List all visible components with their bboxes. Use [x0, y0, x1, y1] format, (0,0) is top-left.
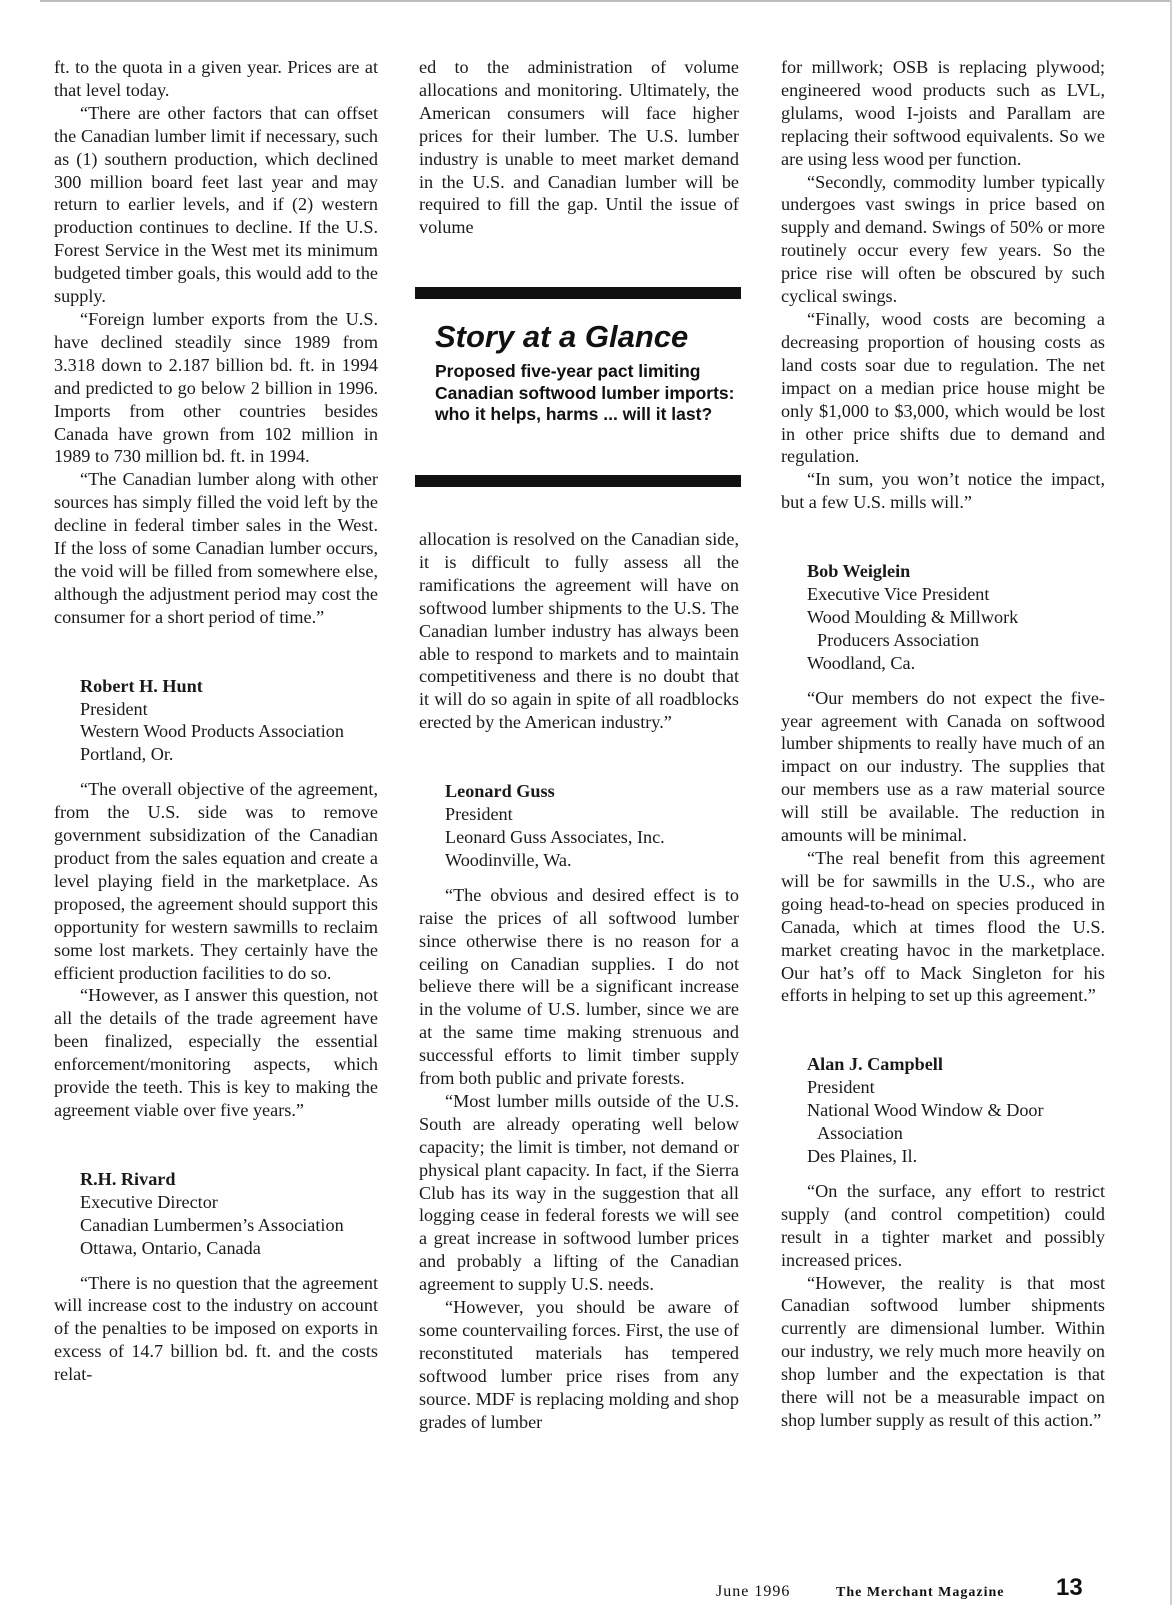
paragraph: allocation is resolved on the Canadian side, it is difficult to fully assess all the ramifications the agreement will have on softwood lumber shipments to the U.S. The Canadian lumber industry has always been able to respond to markets and to maintain competitiveness and there is no doubt that it will do so again in spite of all roadblocks erected by the American industry.” — [419, 529, 739, 733]
paragraph: “Secondly, commodity lumber typically undergoes vast swings in price based on supply and demand. Swings of 50% or more routinely occur every few years. So the price rise will often be obscured by such cyclical swings. — [781, 171, 1105, 307]
paragraph: ft. to the quota in a given year. Prices are at that level today. — [54, 57, 378, 100]
paragraph: “The overall objective of the agreement, from the U.S. side was to remove government subsidization of the Canadian product from the sales equation and create a level playing field in the marketplace. As proposed, the agreement should support this opportunity for western sawmills to reclaim some lost markets. They certainly have the efficient production facilities to do so. — [54, 779, 378, 983]
glance-top-bar — [415, 287, 741, 299]
column-1 — [54, 56, 378, 1386]
paragraph: “The real benefit from this agreement will be for sawmills in the U.S., who are going head-to-head on species produced in Canada, which at times flood the U.S. market creating havoc in the marketplace. Our hat’s off to Mack Singleton for his efforts in helping to set up this agreement.” — [781, 848, 1105, 1006]
author-name: Bob Weiglein — [807, 561, 911, 582]
paragraph: “On the surface, any effort to restrict supply (and control competition) could result in a tighter market and possibly increased prices. — [781, 1180, 1105, 1270]
author-title: Executive Director — [80, 1191, 218, 1212]
author-location: Des Plaines, Il. — [807, 1145, 918, 1166]
magazine-name: The Merchant Magazine — [836, 1585, 1005, 1600]
author-credit — [781, 560, 1105, 675]
paragraph: “The Canadian lumber along with other sources has simply filled the void left by the decline in federal timber sales in the West. If the loss of some Canadian lumber occurs, the void will be filled from somewhere else, although the adjustment period may cost the consumer for a short period of time.” — [54, 469, 378, 627]
author-title: Executive Vice President — [807, 584, 990, 605]
glance-title: Story at a Glance — [435, 319, 689, 354]
page-edge — [1170, 0, 1172, 1605]
page-footer — [716, 1574, 1156, 1605]
author-location: Ottawa, Ontario, Canada — [80, 1237, 261, 1258]
paragraph: “Most lumber mills outside of the U.S. South are already operating well below capacity; the limit is timber, not demand or physical plant capacity. In fact, if the Sierra Club has its way in the suggestion that all logging cease in federal forests we will see a great increase in softwood lumber prices and probably a lifting of the Canadian agreement to supply U.S. needs. — [419, 1090, 739, 1295]
paragraph: “The obvious and desired effect is to raise the prices of all softwood lumber since otherwise there is no reason for a ceiling on Canadian supplies. I do not believe there will be a significant increase in the volume of U.S. lumber, since we are at the same time making strenuous and successful efforts to limit timber supply from both public and private forests. — [419, 884, 739, 1089]
author-title: President — [807, 1077, 875, 1098]
paragraph: “However, as I answer this question, not all the details of the trade agreement have been finalized, especially the essential enforcement/monitoring aspects, which provide the teeth. This is key to making the agreement viable over five years.” — [54, 985, 378, 1120]
paragraph: “However, you should be aware of some countervailing forces. First, the use of reconstituted materials has tempered softwood lumber price rises from any source. MDF is replacing molding and shop grades of lumber — [419, 1297, 739, 1432]
glance-bottom-bar — [415, 475, 741, 487]
author-title: President — [445, 804, 513, 825]
author-location: Woodinville, Wa. — [445, 849, 572, 870]
paragraph: “There are other factors that can offset the Canadian lumber limit if necessary, such as (1) southern production, which declined 300 million board feet last year and may return to earlier levels, and if (2) western production continues to decline. If the U.S. Forest Service in the West met its minimum budgeted timber goals, this would add to the supply. — [54, 102, 378, 307]
issue-date: June 1996 — [716, 1583, 791, 1600]
paragraph: “There is no question that the agreement will increase cost to the industry on account of the penalties to be imposed on exports in excess of 14.7 billion bd. ft. and the costs relat- — [54, 1272, 378, 1385]
page-number: 13 — [1056, 1574, 1083, 1601]
paragraph: ed to the administration of volume allocations and monitoring. Ultimately, the American consumers will face higher prices for their lumber. The U.S. lumber industry is unable to meet market demand in the U.S. and Canadian lumber will be required to fill the gap. Until the issue of volume — [419, 57, 739, 238]
author-credit — [419, 780, 739, 872]
paragraph: “Our members do not expect the five-year agreement with Canada on softwood lumber shipments to really have much of an impact on our industry. The supplies that our members use as a raw material source will still be available. The reduction in amounts will be minimal. — [781, 687, 1105, 846]
author-organization: Canadian Lumbermen’s Association — [80, 1214, 344, 1235]
story-at-a-glance — [415, 287, 741, 487]
author-location: Portland, Or. — [80, 744, 174, 765]
author-location: Woodland, Ca. — [807, 652, 916, 673]
author-organization: Western Wood Products Association — [80, 721, 344, 742]
paragraph: “Foreign lumber exports from the U.S. have declined steadily since 1989 from 3.318 down to 2.187 billion bd. ft. in 1994 and predicted to go below 2 billion in 1996. Imports from other countries besides Canada have grown from 102 million in 1989 to 730 million bd. ft. in 1994. — [54, 308, 378, 467]
author-name: R.H. Rivard — [80, 1168, 176, 1189]
glance-subtitle: Proposed five-year pact limiting Canadian softwood lumber imports: who it helps, harms ... will it last? — [435, 361, 735, 424]
author-credit — [54, 675, 378, 767]
author-name: Alan J. Campbell — [807, 1054, 943, 1075]
author-organization: Leonard Guss Associates, Inc. — [445, 826, 665, 847]
paragraph: for millwork; OSB is replacing plywood; engineered wood products such as LVL, glulams, wood I-joists and Parallam are replacing their softwood equivalents. So we are using less wood per function. — [781, 57, 1105, 169]
author-credit — [54, 1168, 378, 1260]
author-title: President — [80, 698, 148, 719]
column-2-bottom — [419, 528, 739, 1434]
column-3 — [781, 56, 1105, 1432]
author-credit — [781, 1053, 1105, 1168]
paragraph: “In sum, you won’t notice the impact, but a few U.S. mills will.” — [781, 469, 1105, 513]
paragraph: “Finally, wood costs are becoming a decreasing proportion of housing costs as land costs soar due to regulation. The net impact on a median price house might be only $1,000 to $3,000, which would be lost in other price shifts due to demand and regulation. — [781, 308, 1105, 467]
top-rule — [40, 0, 1170, 2]
author-name: Robert H. Hunt — [80, 675, 203, 696]
column-2-top — [419, 56, 739, 239]
author-organization: Wood Moulding & Millwork — [807, 606, 1019, 627]
author-organization: National Wood Window & Door — [807, 1100, 1044, 1121]
author-organization-cont: Association — [817, 1123, 903, 1144]
paragraph: “However, the reality is that most Canadian softwood lumber shipments currently are dimensional lumber. Within our industry, we rely much more heavily on shop lumber and the expectation is that there will not be a measurable impact on shop lumber supply as result of this action.” — [781, 1272, 1105, 1430]
author-organization-cont: Producers Association — [817, 629, 980, 650]
author-name: Leonard Guss — [445, 781, 555, 802]
